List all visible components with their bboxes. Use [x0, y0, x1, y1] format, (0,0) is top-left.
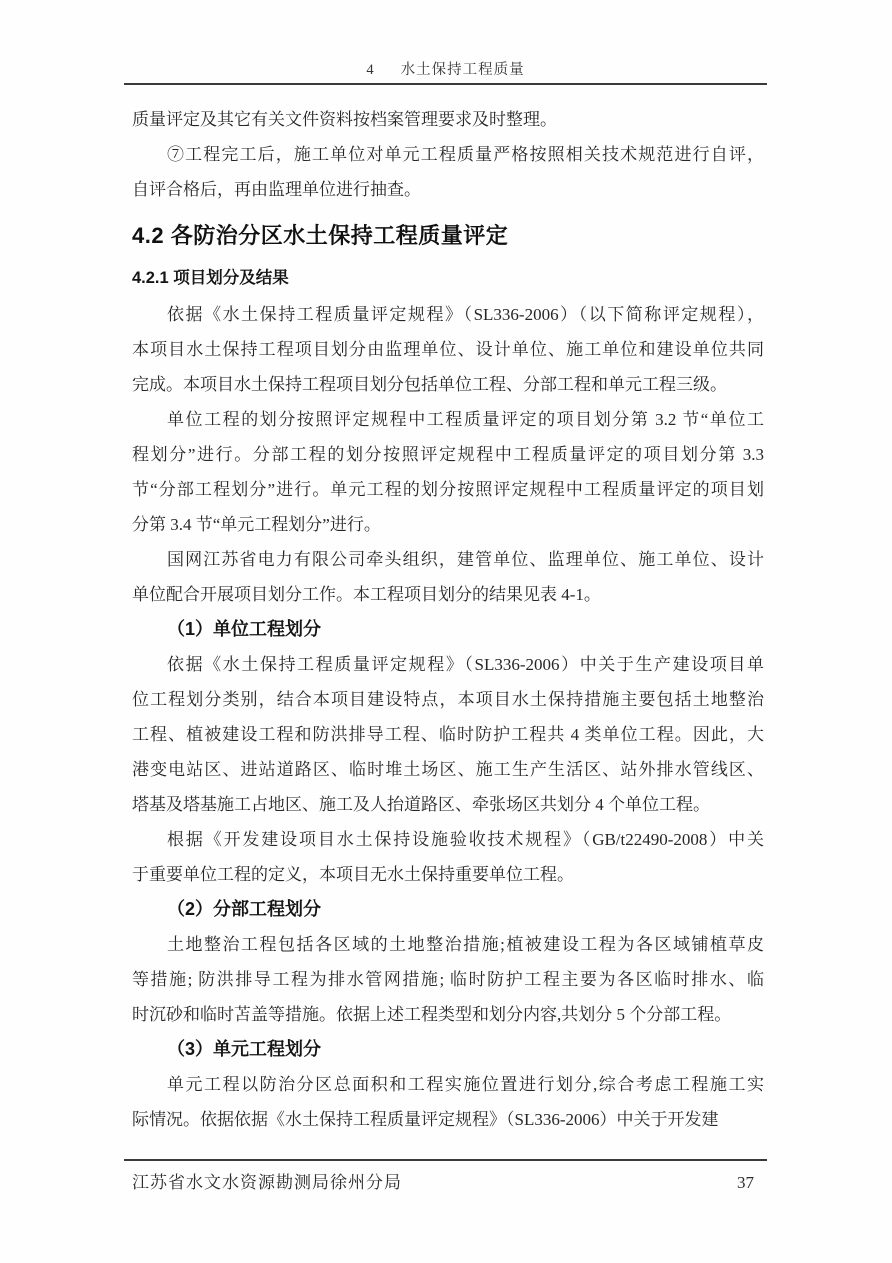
text-line: 本项目水土保持工程项目划分由监理单位、设计单位、施工单位和建设单位共同	[132, 340, 764, 359]
subsection-heading: 4.2.1 项目划分及结果	[132, 269, 289, 287]
document-body	[132, 102, 764, 1137]
text-line: 根据《开发建设项目水土保持设施验收技术规程》（GB/t22490-2008）中关	[167, 830, 764, 849]
sub-item-heading: （2）分部工程划分	[167, 899, 322, 919]
text-line: 质量评定及其它有关文件资料按档案管理要求及时整理。	[132, 110, 557, 129]
paragraph	[132, 822, 764, 892]
text-line: 时沉砂和临时苫盖等措施。依据上述工程类型和划分内容,共划分 5 个分部工程。	[132, 1005, 732, 1024]
page-footer	[124, 1159, 767, 1193]
paragraph	[132, 137, 764, 207]
sub-item-heading: （3）单元工程划分	[167, 1039, 322, 1059]
text-line: 依据《水土保持工程质量评定规程》（SL336-2006）中关于生产建设项目单	[167, 655, 764, 674]
paragraph	[132, 647, 764, 822]
text-line: 际情况。依据依据《水土保持工程质量评定规程》（SL336-2006）中关于开发建	[132, 1110, 719, 1129]
text-line: 完成。本项目水土保持工程项目划分包括单位工程、分部工程和单元工程三级。	[132, 375, 727, 394]
text-line: 单位配合开展项目划分工作。本工程项目划分的结果见表 4-1。	[132, 585, 601, 604]
text-line: 分第 3.4 节“单元工程划分”进行。	[132, 515, 381, 534]
text-line: 塔基及塔基施工占地区、施工及人抬道路区、牵张场区共划分 4 个单位工程。	[132, 795, 710, 814]
text-line: 自评合格后，再由监理单位进行抽查。	[132, 180, 421, 199]
text-line: 工程、植被建设工程和防洪排导工程、临时防护工程共 4 类单位工程。因此，大	[132, 725, 764, 744]
text-line: 港变电站区、进站道路区、临时堆土场区、施工生产生活区、站外排水管线区、	[132, 760, 764, 779]
text-line: 单元工程以防治分区总面积和工程实施位置进行划分,综合考虑工程施工实	[167, 1075, 764, 1094]
text-line: 位工程划分类别，结合本项目建设特点，本项目水土保持措施主要包括土地整治	[132, 690, 764, 709]
paragraph	[132, 1067, 764, 1137]
text-line: 国网江苏省电力有限公司牵头组织，建管单位、监理单位、施工单位、设计	[167, 550, 764, 569]
page-header	[124, 58, 767, 85]
footer-organization: 江苏省水文水资源勘测局徐州分局	[132, 1173, 402, 1192]
paragraph	[132, 927, 764, 1032]
page-number: 37	[737, 1173, 754, 1192]
text-line: 等措施; 防洪排导工程为排水管网措施; 临时防护工程主要为各区临时排水、临	[132, 970, 764, 989]
header-chapter-title: 水土保持工程质量	[400, 62, 525, 78]
text-line: ⑦工程完工后，施工单位对单元工程质量严格按照相关技术规范进行自评，	[167, 145, 764, 164]
paragraph	[132, 297, 764, 402]
text-line: 土地整治工程包括各区域的土地整治措施;植被建设工程为各区域铺植草皮	[167, 935, 764, 954]
paragraph	[132, 102, 764, 137]
text-line: 程划分”进行。分部工程的划分按照评定规程中工程质量评定的项目划分第 3.3	[132, 445, 764, 464]
header-chapter-number: 4	[366, 62, 375, 78]
paragraph	[132, 542, 764, 612]
paragraph	[132, 402, 764, 542]
text-line: 于重要单位工程的定义，本项目无水土保持重要单位工程。	[132, 865, 574, 884]
text-line: 依据《水土保持工程质量评定规程》（SL336-2006）（以下简称评定规程），	[167, 305, 764, 324]
text-line: 单位工程的划分按照评定规程中工程质量评定的项目划分第 3.2 节“单位工	[167, 410, 764, 429]
sub-item-heading: （1）单位工程划分	[167, 619, 322, 639]
section-heading: 4.2 各防治分区水土保持工程质量评定	[132, 223, 509, 248]
text-line: 节“分部工程划分”进行。单元工程的划分按照评定规程中工程质量评定的项目划	[132, 480, 764, 499]
